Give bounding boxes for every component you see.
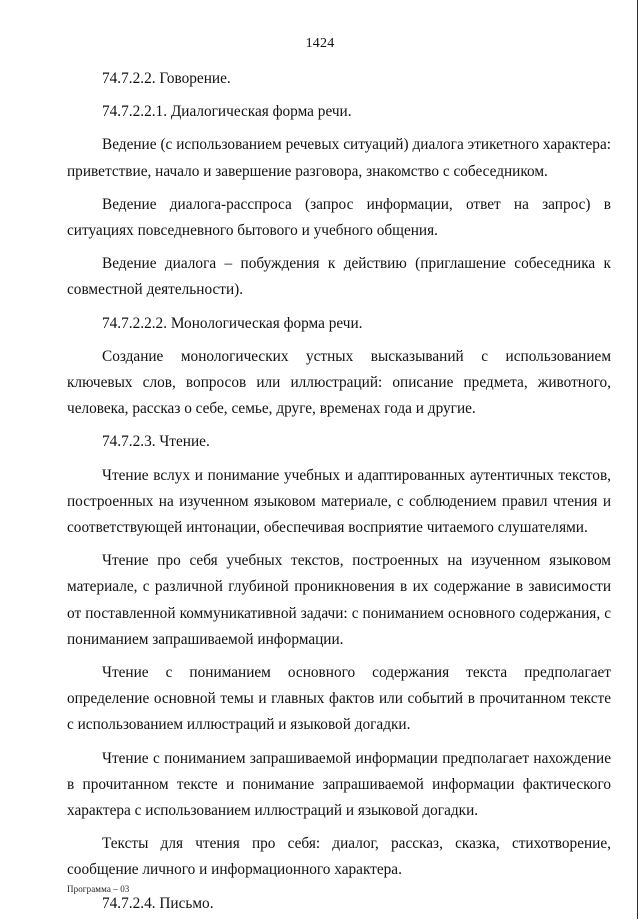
paragraph: Чтение с пониманием основного содержания текста предполагает определение основной темы и главных фактов или событий в прочитанном тексте с использованием иллюстраций и языковой догадки.	[67, 664, 611, 734]
page-edge-line	[637, 0, 638, 919]
paragraph: Чтение с пониманием запрашиваемой информации предполагает нахождение в прочитанном тексте и понимание запрашиваемой информации фактического характера с использованием иллюстраций и языковой догадки.	[67, 749, 611, 820]
paragraph: Чтение вслух и понимание учебных и адаптированных аутентичных текстов, построенных на изученном языковом материале, с соблюдением правил чтения и соответствующей интонации, обеспечивая восприятие читаемого слушателями.	[67, 466, 611, 537]
paragraph: Ведение (с использованием речевых ситуаций) диалога этикетного характера: приветствие, начало и завершение разговора, знакомство с собеседником.	[67, 136, 611, 180]
subsection-heading-monologue: 74.7.2.2.2. Монологическая форма речи.	[102, 314, 363, 332]
paragraph: Создание монологических устных высказываний с использованием ключевых слов, вопросов или иллюстраций: описание предмета, животного, человека, рассказ о себе, семье, друге, временах года и другие.	[67, 347, 611, 418]
subsection-heading-dialogue: 74.7.2.2.1. Диалогическая форма речи.	[102, 103, 352, 121]
paragraph: Чтение про себя учебных текстов, построенных на изученном языковом материале, с различной глубиной проникновения в их содержание в зависимости от поставленной коммуникативной задачи: с пониманием основного содержания, с пониманием запрашиваемой информации.	[67, 552, 611, 648]
paragraph: Ведение диалога-расспроса (запрос информации, ответ на запрос) в ситуациях повседневного бытового и учебного общения.	[67, 195, 611, 240]
section-heading-speaking: 74.7.2.2. Говорение.	[102, 70, 231, 87]
paragraph: Тексты для чтения про себя: диалог, рассказ, сказка, стихотворение, сообщение личного и информационного характера.	[67, 835, 611, 879]
page-number: 1424	[305, 36, 335, 51]
document-body	[67, 66, 611, 924]
paragraph: Ведение диалога – побуждения к действию (приглашение собеседника к совместной деятельности).	[67, 255, 611, 299]
section-heading-writing: 74.7.2.4. Письмо.	[102, 894, 214, 912]
footer-program-label: Программа – 03	[67, 884, 130, 894]
section-heading-reading: 74.7.2.3. Чтение.	[102, 433, 210, 451]
